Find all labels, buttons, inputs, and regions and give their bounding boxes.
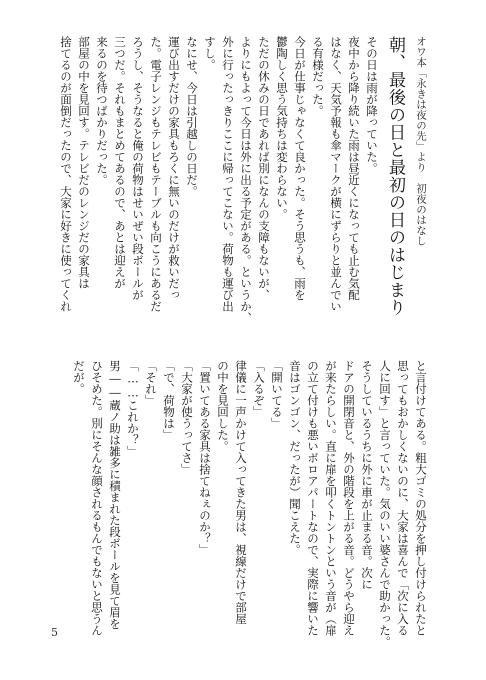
text-line: そうしているうちに外に車が止まる音。次に (360, 360, 374, 590)
text-line: る有様だった。 (311, 36, 325, 117)
text-line: 人に回す」と言っていた。気のいい婆さんで助かった。 (378, 360, 392, 648)
text-line: 鬱陶しく思う気持ちは変わらない。 (275, 36, 289, 220)
text-line: 部屋の中を見回す。テレビだのレンジだの家具は (77, 36, 91, 289)
text-line: 「入るぞ」 (252, 360, 266, 418)
text-line: ただの休みの日であれば別になんの支障もないが、 (257, 36, 271, 301)
text-line: 来るのを待つばかりだった。 (95, 36, 109, 186)
text-line: が来たらしい。直に扉を叩くトントンという音が（扉 (324, 360, 338, 636)
text-line: なにせ、今日は引越しの日だ。 (185, 36, 199, 197)
text-line: はなく、天気予報も傘マークが横にずらりと並んでい (329, 36, 343, 312)
text-line: すし。 (203, 36, 217, 71)
text-line: 律儀に一声かけて入ってきた男は、視線だけで部屋 (234, 360, 248, 625)
page-number: 5 (51, 626, 58, 639)
text-line: 男――蔵ノ助は雑多に積まれた段ボールを見て眉を (108, 360, 122, 630)
text-line: 三つだ。それもまとめてあるので、あとは迎えが (113, 36, 127, 289)
text-line: 今日が仕事じゃなくて良かった。そう思うも、雨を (293, 36, 307, 301)
text-line: 「で、荷物は」 (162, 360, 176, 441)
text-line: 「開いてる」 (270, 360, 284, 429)
text-line: ひそめた。別にそんな顔されるもんでもないと思うん (90, 360, 104, 636)
text-line: よりにもよって今日は外に出る予定がある。というか、 (239, 36, 253, 324)
text-line: 「大家が使うってさ」 (180, 360, 194, 475)
chapter-title: 朝、最後の日と最初の日のはじまり (385, 36, 405, 316)
source-header: オワ本「永きは夜の先」より 初夜のはなし (415, 36, 427, 246)
text-line: ドアの開閉音と、外の階段を上がる音。どうやら迎え (342, 360, 356, 636)
text-line: その日は雨が降っていた。 (365, 36, 379, 174)
text-line: 捨てるのが面倒だったので、大家に好きに使ってくれ (59, 36, 73, 312)
text-line: ろうし、そうなると俺の荷物はせいぜい段ボールが (131, 36, 145, 301)
text-line: の中を見回した。 (216, 360, 230, 452)
text-line: 外に行ったっきりここに帰ってこない。荷物も運び出 (221, 36, 235, 312)
text-line: 夜中から降り続いた雨は昼近くになっても止む気配 (347, 36, 361, 301)
text-line: と言付けてある。粗大ゴミの処分を押し付けられたと (414, 360, 428, 636)
text-line: 思ってもおかしくないのに、大家は喜んで「次に入る (396, 360, 410, 636)
text-line: の立て付けも悪いボロアパートなので、実際に響いた (306, 360, 320, 636)
text-line: 「……これか？」 (126, 360, 140, 457)
text-line: だが。 (72, 360, 86, 395)
text-line: 運び出すだけの家具もろくに無いのだけが救いだっ (167, 36, 181, 301)
text-line: 音はゴンゴン、だったが）聞こえた。 (288, 360, 302, 556)
text-line: 「置いてある家具は捨てねぇのか？」 (198, 360, 212, 556)
text-line: 「それ」 (144, 360, 158, 406)
text-line: た。電子レンジもテレビもテーブルも向こうにあるだ (149, 36, 163, 312)
